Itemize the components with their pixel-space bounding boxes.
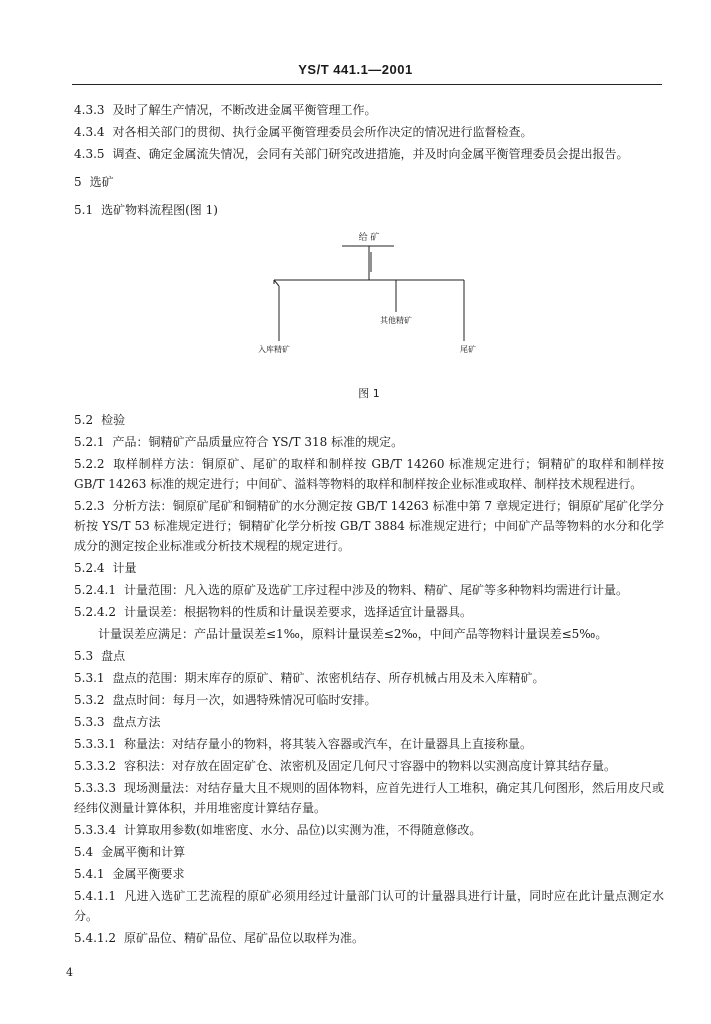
clause-text: 计量误差应满足：产品计量误差≤1‰，原料计量误差≤2‰，中间产品等物料计量误差≤5‰。 <box>98 627 608 641</box>
clause-text: 选矿物料流程图(图 1) <box>101 203 218 217</box>
section-number: 5 <box>74 175 82 189</box>
clause-text: 及时了解生产情况，不断改进金属平衡管理工作。 <box>112 103 377 117</box>
section-title: 选矿 <box>89 175 114 189</box>
clause-paragraph <box>74 144 664 164</box>
clause-number: 5.4.1.2 <box>74 931 116 945</box>
clause-number: 5.3.3.3 <box>74 781 116 795</box>
clause-text: 凡进入选矿工艺流程的原矿必须用经过计量部门认可的计量器具进行计量，同时应在此计量点测定水分。 <box>74 889 664 923</box>
clause-paragraph <box>74 864 664 884</box>
figure-caption: 图 1 <box>358 387 380 400</box>
page-number: 4 <box>66 966 73 979</box>
clause-text: 原矿品位、精矿品位、尾矿品位以取样为准。 <box>123 931 364 945</box>
clause-paragraph <box>74 558 664 578</box>
clause-text: 取样制样方法：铜原矿、尾矿的取样和制样按 GB/T 14260 标准规定进行；铜精矿的取样和制样按 GB/T 14263 标准的规定进行；中间矿、溢料等物料的取样和制样按企业标准或取样、制样技术规程进行。 <box>74 457 664 491</box>
clause-text: 盘点的范围：期末库存的原矿、精矿、浓密机结存、所存机械占用及未入库精矿。 <box>112 671 545 685</box>
clause-number: 5.4 <box>74 845 94 859</box>
clause-text: 现场测量法：对结存量大且不规则的固体物料，应首先进行人工堆积，确定其几何图形，然后用皮尺或经纬仪测量计算体积，并用堆密度计算结存量。 <box>74 781 664 815</box>
clause-text: 金属平衡和计算 <box>101 845 186 859</box>
clause-paragraph <box>74 100 664 120</box>
clause-paragraph <box>74 646 664 666</box>
clause-text: 盘点方法 <box>112 715 161 729</box>
clause-paragraph <box>74 820 664 840</box>
clause-paragraph <box>74 886 664 926</box>
clause-paragraph <box>74 496 664 556</box>
clause-number: 4.3.5 <box>74 147 105 161</box>
clause-number: 5.3.2 <box>74 693 105 707</box>
clause-paragraph <box>74 756 664 776</box>
section-5-heading <box>74 172 664 192</box>
clause-number: 5.3.1 <box>74 671 105 685</box>
clause-number: 5.2.3 <box>74 499 105 513</box>
top-paragraphs <box>74 100 664 164</box>
clause-number: 5.3.3.4 <box>74 823 116 837</box>
flowchart-feed-label: 给 矿 <box>358 233 380 243</box>
clause-text: 容积法：对存放在固定矿仓、浓密机及固定几何尺寸容器中的物料以实测高度计算其结存量。 <box>123 759 616 773</box>
flowchart-tailings-label: 尾矿 <box>460 345 476 354</box>
header-rule <box>72 84 662 85</box>
clause-number: 4.3.3 <box>74 103 105 117</box>
clause-text: 计量范围：凡入选的原矿及选矿工序过程中涉及的物料、精矿、尾矿等多种物料均需进行计量。 <box>123 583 628 597</box>
document-body <box>74 100 664 950</box>
flowchart-diagram <box>74 228 664 378</box>
clause-number: 5.2 <box>74 413 94 427</box>
flowchart-stored-concentrate-label: 入库精矿 <box>258 345 290 354</box>
clause-text: 对各相关部门的贯彻、执行金属平衡管理委员会所作决定的情况进行监督检查。 <box>112 125 533 139</box>
clause-paragraph <box>74 454 664 494</box>
clause-paragraph <box>74 580 664 600</box>
clause-paragraph <box>74 734 664 754</box>
clause-number: 5.2.1 <box>74 435 105 449</box>
clause-paragraph <box>74 602 664 622</box>
main-paragraphs <box>74 410 664 948</box>
clause-paragraph <box>74 778 664 818</box>
clause-text: 调查、确定金属流失情况，会同有关部门研究改进措施，并及时向金属平衡管理委员会提出报告。 <box>112 147 629 161</box>
flowchart-figure <box>74 228 664 378</box>
clause-text: 称量法：对结存量小的物料，将其装入容器或汽车，在计量器具上直接称量。 <box>123 737 532 751</box>
connector <box>274 280 279 286</box>
clause-number: 5.3 <box>74 649 94 663</box>
flowchart-other-concentrate-label: 其他精矿 <box>380 316 412 325</box>
clause-text: 计量 <box>112 561 137 575</box>
clause-text: 盘点 <box>101 649 126 663</box>
clause-number: 5.3.3.2 <box>74 759 116 773</box>
clause-number: 5.2.4.2 <box>74 605 116 619</box>
clause-number: 5.2.2 <box>74 457 105 471</box>
clause-text: 计算取用参数(如堆密度、水分、品位)以实测为准，不得随意修改。 <box>123 823 482 837</box>
clause-text: 计量误差：根据物料的性质和计量误差要求，选择适宜计量器具。 <box>123 605 472 619</box>
clause-text: 盘点时间：每月一次，如遇特殊情况可临时安排。 <box>112 693 377 707</box>
clause-number: 5.3.3.1 <box>74 737 116 751</box>
page-header: YS/T 441.1—2001 <box>298 62 413 77</box>
clause-number: 4.3.4 <box>74 125 105 139</box>
clause-number: 5.4.1 <box>74 867 105 881</box>
clause-text: 产品：铜精矿产品质量应符合 YS/T 318 标准的规定。 <box>112 435 404 449</box>
clause-number: 5.4.1.1 <box>74 889 116 903</box>
clause-paragraph <box>74 712 664 732</box>
clause-number: 5.2.4 <box>74 561 105 575</box>
clause-paragraph <box>74 668 664 688</box>
clause-paragraph <box>74 690 664 710</box>
clause-paragraph <box>74 928 664 948</box>
clause-paragraph <box>74 842 664 862</box>
clause-5-1 <box>74 200 664 220</box>
clause-text: 分析方法：铜原矿尾矿和铜精矿的水分测定按 GB/T 14263 标准中第 7 章规定进行；铜原矿尾矿化学分析按 YS/T 53 标准规定进行；铜精矿化学分析按 GB/T 3884 标准规定进行；中间矿产品等物料的水分和化学成分的测定按企业标准或分析技术规程的规定进行。 <box>74 499 664 553</box>
clause-paragraph <box>74 432 664 452</box>
clause-paragraph <box>74 410 664 430</box>
clause-text: 检验 <box>101 413 126 427</box>
clause-number: 5.3.3 <box>74 715 105 729</box>
clause-paragraph <box>74 122 664 142</box>
clause-text: 金属平衡要求 <box>112 867 185 881</box>
clause-number: 5.1 <box>74 203 94 217</box>
clause-paragraph <box>74 624 664 644</box>
clause-number: 5.2.4.1 <box>74 583 116 597</box>
